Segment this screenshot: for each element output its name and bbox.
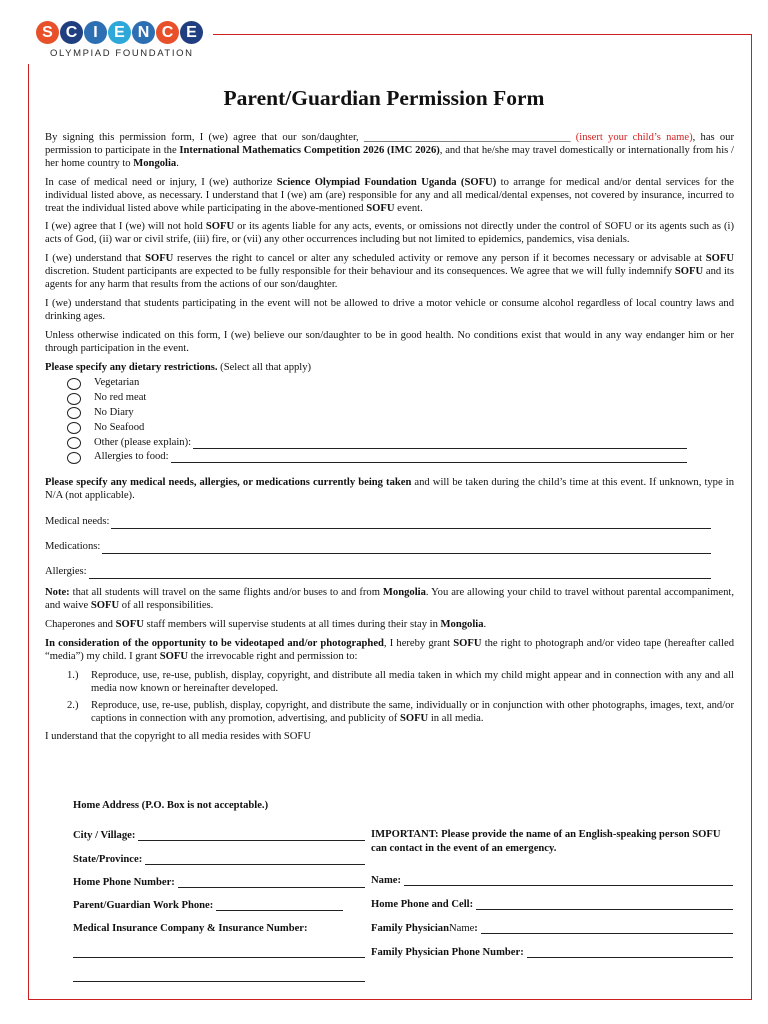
emergency-name-row: Name: <box>371 862 733 886</box>
home-address-section <box>73 800 365 982</box>
form-body <box>45 132 734 750</box>
work-phone-row: Parent/Guardian Work Phone: <box>73 888 343 911</box>
city-field[interactable] <box>138 830 365 841</box>
page-border-right <box>751 34 752 1000</box>
state-field[interactable] <box>145 854 365 865</box>
logo-letter: E <box>108 21 131 44</box>
logo-letter: I <box>84 21 107 44</box>
home-cell-row: Home Phone and Cell: <box>371 886 733 910</box>
insurance-row: Medical Insurance Company & Insurance Number: <box>73 923 308 935</box>
medical-needs-field[interactable] <box>111 518 711 529</box>
dietary-other-option[interactable]: Other (please explain): <box>67 436 687 451</box>
driving-paragraph: I (we) understand that students participating in the event will not be allowed to drive a motor vehicle or consume alcohol regardless of local country laws and drinking ages. <box>45 297 734 322</box>
food-allergies-option[interactable]: Allergies to food: <box>67 450 687 465</box>
dietary-option[interactable]: No Diary <box>67 406 734 421</box>
checkbox[interactable] <box>67 437 81 449</box>
chaperones-paragraph: Chaperones and SOFU staff members will supervise students at all times during their stay in Mongolia. <box>45 618 487 630</box>
media-release-paragraph: In consideration of the opportunity to be videotaped and/or photographed, I hereby grant SOFU the right to photograph and/or video tape (hereafter called “media”) my child. I grant SOFU the irrevocable right and permission to: <box>45 637 734 662</box>
insurance-field[interactable] <box>73 934 365 958</box>
insurance-field-2[interactable] <box>73 958 365 982</box>
reserve-rights-paragraph: I (we) understand that SOFU reserves the right to cancel or alter any scheduled activity or remove any person if it becomes necessary or advisable at SOFU discretion. Student participants are expected to be fully responsible for their behaviour and its consequences. We agree that we will fully indemnify SOFU and its agents for any harm that results from the actions of our son/daughter. <box>45 253 734 291</box>
medical-authorization-paragraph: In case of medical need or injury, I (we) authorize Science Olympiad Foundation Uganda (SOFU) to arrange for medical and/or dental services for the individual listed above, as necessary. I understand that I (we) am (are) responsible for any and all medical/dental expenses, not covered by insurance, incurred to treat the individual listed above while participating in the above-mentioned SOFU event. <box>45 176 734 214</box>
allergies-row: Allergies: <box>45 565 734 579</box>
logo-letter: C <box>60 21 83 44</box>
dietary-option[interactable]: Vegetarian <box>67 377 734 392</box>
logo-letter: N <box>132 21 155 44</box>
liability-paragraph: I (we) agree that I (we) will not hold SOFU or its agents liable for any acts, events, or omissions not directly under the control of SOFU or its agents such as (i) acts of God, (ii) war or civil strife, (iii) fire, or (vii) any other occurrences including but not limited to epidemics, pandemics, visa denials. <box>45 221 734 246</box>
travel-note-paragraph: Note: that all students will travel on the same flights and/or buses to and from Mongolia. You are allowing your child to travel without parental accompaniment, and waive SOFU of all responsibilities. <box>45 587 734 611</box>
medications-row: Medications: <box>45 540 734 554</box>
emergency-name-field[interactable] <box>404 875 733 886</box>
logo-subtitle: OLYMPIAD FOUNDATION <box>50 48 194 59</box>
page-title: Parent/Guardian Permission Form <box>223 86 545 110</box>
medical-needs-row: Medical needs: <box>45 515 734 529</box>
physician-name-field[interactable] <box>481 923 733 934</box>
logo-letter: E <box>180 21 203 44</box>
page-border-left <box>28 64 29 1000</box>
media-release-item: 1.) Reproduce, use, re-use, publish, display, copyright, and distribute all media taken in which my child might appear and in connection with any and all media now known or hereinafter developed. <box>67 669 734 694</box>
physician-phone-row: Family Physician Phone Number: <box>371 934 733 958</box>
dietary-other-field[interactable] <box>193 438 687 449</box>
home-phone-field[interactable] <box>178 877 365 888</box>
checkbox[interactable] <box>67 393 81 405</box>
medications-field[interactable] <box>102 543 711 554</box>
state-row: State/Province: <box>73 841 365 864</box>
medical-needs-instructions: Please specify any medical needs, allergies, or medications currently being taken and will be taken during the child’s time at this event. If unknown, type in N/A (not applicable). <box>45 477 734 502</box>
food-allergies-field[interactable] <box>171 452 687 463</box>
dietary-option[interactable]: No Seafood <box>67 421 734 436</box>
physician-name-row: Family Physician Name : <box>371 910 733 934</box>
dietary-checklist <box>67 377 734 466</box>
science-olympiad-logo <box>36 21 203 59</box>
page-border-top <box>213 34 752 35</box>
logo-letter: S <box>36 21 59 44</box>
emergency-important-note: IMPORTANT: Please provide the name of an English-speaking person SOFU can contact in the event of an emergency. <box>371 829 721 854</box>
checkbox[interactable] <box>67 452 81 464</box>
page-border-bottom <box>28 999 752 1000</box>
intro-paragraph: By signing this permission form, I (we) agree that our son/daughter, _______________________________________ (insert your child’s name), has our permission to participate in the International Mathematics Competition 2026 (IMC 2026), and that he/she may travel domestically or internationally from his / her home country to Mongolia. <box>45 132 734 169</box>
child-name-blank[interactable]: _______________________________________ <box>363 132 571 143</box>
work-phone-field[interactable] <box>216 900 343 911</box>
emergency-contact-section <box>371 828 733 958</box>
checkbox[interactable] <box>67 378 81 390</box>
city-row: City / Village: <box>73 818 365 841</box>
physician-phone-field[interactable] <box>527 947 733 958</box>
checkbox[interactable] <box>67 422 81 434</box>
logo-letters <box>36 21 203 44</box>
copyright-statement: I understand that the copyright to all media resides with SOFU <box>45 731 311 743</box>
media-release-item: 2.) Reproduce, use, re-use, publish, display, copyright, and distribute the same, individually or in conjunction with other photographs, images, text, and/or captions in connection with any promotion, advertising, and publicity of SOFU in all media. <box>67 700 734 725</box>
insert-child-name-hint: (insert your child’s name) <box>570 132 693 143</box>
checkbox[interactable] <box>67 407 81 419</box>
logo-letter: C <box>156 21 179 44</box>
dietary-option[interactable]: No red meat <box>67 391 734 406</box>
home-phone-row: Home Phone Number: <box>73 865 365 888</box>
home-cell-field[interactable] <box>476 899 733 910</box>
dietary-heading: Please specify any dietary restrictions. (Select all that apply) <box>45 361 312 373</box>
health-paragraph: Unless otherwise indicated on this form, I (we) believe our son/daughter to be in good health. No conditions exist that would in any way endanger him or her through participation in the event. <box>45 329 734 354</box>
home-address-heading: Home Address (P.O. Box is not acceptable.) <box>73 800 269 811</box>
allergies-field[interactable] <box>89 568 711 579</box>
